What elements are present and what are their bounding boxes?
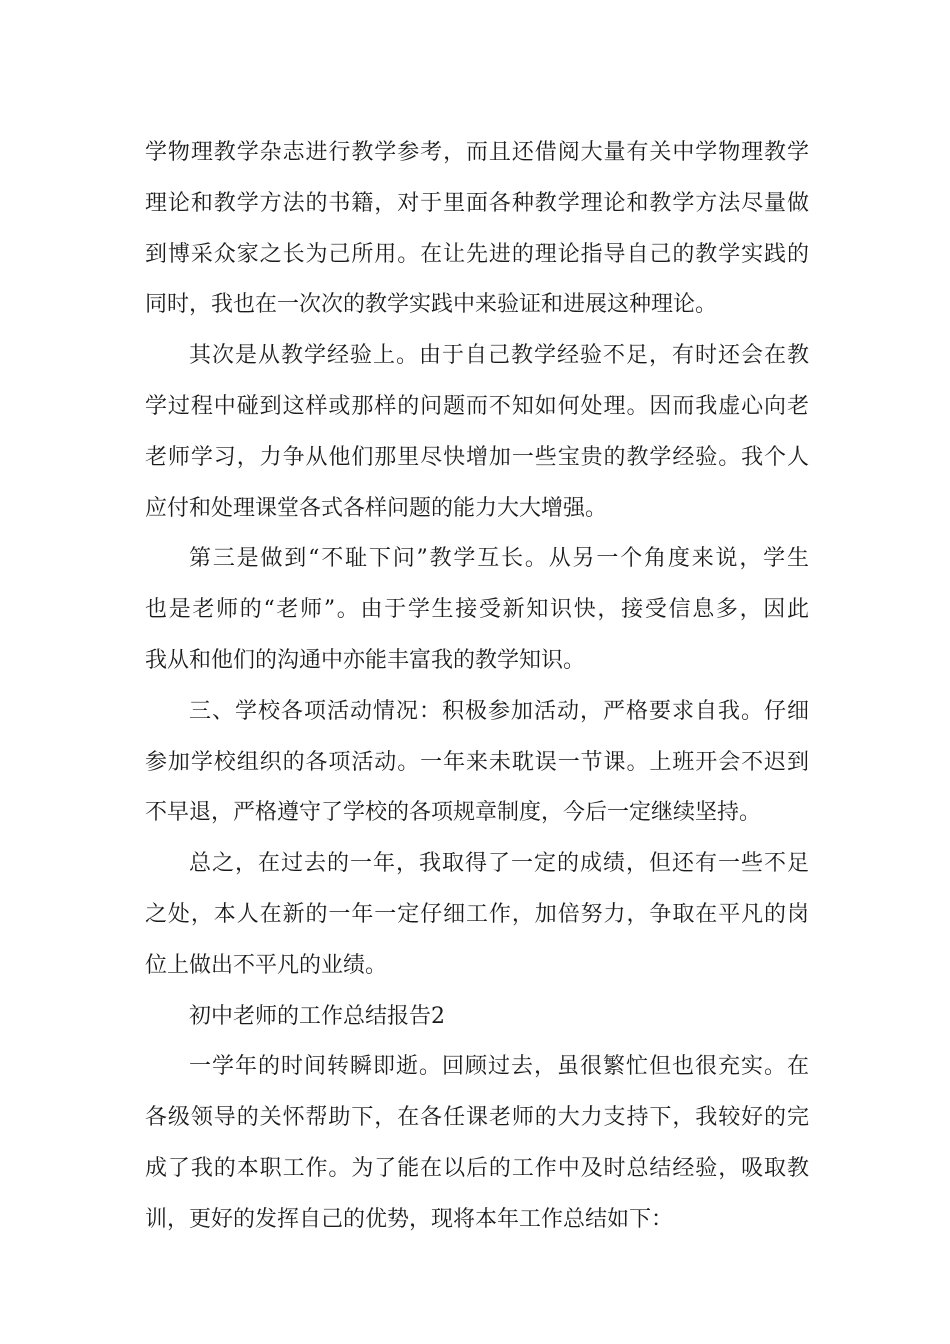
text-line: 三、学校各项活动情况：积极参加活动，严格要求自我。仔细	[189, 698, 809, 724]
paragraph-3	[145, 534, 809, 686]
section-heading	[145, 992, 809, 1043]
text-line: 理论和教学方法的书籍，对于里面各种教学理论和教学方法尽量做	[145, 190, 809, 216]
document-body	[145, 128, 809, 1246]
text-line: 参加学校组织的各项活动。一年来未耽误一节课。上班开会不迟到	[145, 749, 809, 775]
text-line: 第三是做到“不耻下问”教学互长。从另一个角度来说，学生	[189, 546, 809, 572]
text-line: 学过程中碰到这样或那样的问题而不知如何处理。因而我虚心向老	[145, 393, 809, 419]
text-line: 到博采众家之长为己所用。在让先进的理论指导自己的教学实践的	[145, 241, 809, 267]
paragraph-2	[145, 331, 809, 534]
heading-line: 初中老师的工作总结报告2	[189, 1003, 445, 1029]
paragraph-1	[145, 128, 809, 331]
text-line: 老师学习，力争从他们那里尽快增加一些宝贵的教学经验。我个人	[145, 444, 809, 470]
text-line: 训，更好的发挥自己的优势，现将本年工作总结如下：	[145, 1206, 674, 1232]
text-line: 成了我的本职工作。为了能在以后的工作中及时总结经验，吸取教	[145, 1155, 809, 1181]
text-line: 之处，本人在新的一年一定仔细工作，加倍努力，争取在平凡的岗	[145, 901, 809, 927]
text-line: 其次是从教学经验上。由于自己教学经验不足，有时还会在教	[189, 343, 809, 369]
text-line: 也是老师的“老师”。由于学生接受新知识快，接受信息多，因此	[145, 597, 809, 623]
paragraph-5	[145, 839, 809, 991]
text-line: 应付和处理课堂各式各样问题的能力大大增强。	[145, 495, 608, 521]
paragraph-4	[145, 687, 809, 839]
text-line: 我从和他们的沟通中亦能丰富我的教学知识。	[145, 647, 586, 673]
text-line: 总之，在过去的一年，我取得了一定的成绩，但还有一些不足	[189, 851, 809, 877]
text-line: 不早退，严格遵守了学校的各项规章制度，今后一定继续坚持。	[145, 800, 762, 826]
text-line: 位上做出不平凡的业绩。	[145, 952, 388, 978]
text-line: 同时，我也在一次次的教学实践中来验证和进展这种理论。	[145, 292, 718, 318]
paragraph-6	[145, 1042, 809, 1245]
text-line: 一学年的时间转瞬即逝。回顾过去，虽很繁忙但也很充实。在	[189, 1054, 809, 1080]
text-line: 学物理教学杂志进行教学参考，而且还借阅大量有关中学物理教学	[145, 140, 809, 165]
text-line: 各级领导的关怀帮助下，在各任课老师的大力支持下，我较好的完	[145, 1105, 809, 1131]
